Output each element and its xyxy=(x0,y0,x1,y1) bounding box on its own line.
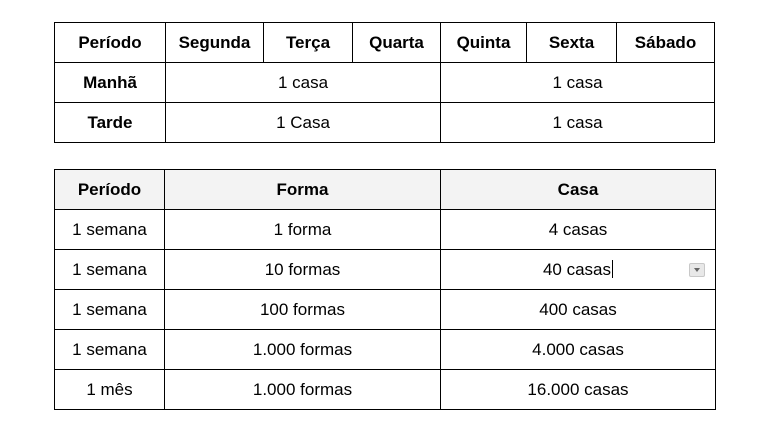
schedule-cell[interactable]: 1 Casa xyxy=(166,103,441,143)
chevron-down-icon[interactable] xyxy=(689,263,705,277)
production-table xyxy=(54,169,716,410)
production-row xyxy=(55,330,716,370)
schedule-header-cell[interactable]: Segunda xyxy=(166,23,264,63)
schedule-cell[interactable]: 1 casa xyxy=(441,103,715,143)
production-forma-cell[interactable]: 1.000 formas xyxy=(165,330,441,370)
production-casa-cell[interactable]: 16.000 casas xyxy=(441,370,716,410)
schedule-header-row xyxy=(55,23,715,63)
active-cell-wrapper xyxy=(441,260,715,280)
schedule-row xyxy=(55,63,715,103)
production-header-cell[interactable]: Casa xyxy=(441,170,716,210)
production-forma-cell[interactable]: 1 forma xyxy=(165,210,441,250)
production-period-cell[interactable]: 1 mês xyxy=(55,370,165,410)
production-forma-cell[interactable]: 100 formas xyxy=(165,290,441,330)
schedule-header-cell[interactable]: Quarta xyxy=(353,23,441,63)
text-cursor xyxy=(612,260,613,278)
schedule-cell[interactable]: 1 casa xyxy=(166,63,441,103)
production-casa-cell[interactable]: 4.000 casas xyxy=(441,330,716,370)
production-row xyxy=(55,210,716,250)
production-casa-cell-active[interactable] xyxy=(441,250,716,290)
schedule-header-cell[interactable]: Sábado xyxy=(617,23,715,63)
production-casa-cell-text: 40 casas xyxy=(542,259,612,279)
production-header-row xyxy=(55,170,716,210)
schedule-period-cell[interactable]: Tarde xyxy=(55,103,166,143)
schedule-table xyxy=(54,22,715,143)
schedule-period-cell[interactable]: Manhã xyxy=(55,63,166,103)
production-period-cell[interactable]: 1 semana xyxy=(55,330,165,370)
production-row xyxy=(55,290,716,330)
production-casa-cell[interactable]: 4 casas xyxy=(441,210,716,250)
schedule-header-cell[interactable]: Sexta xyxy=(527,23,617,63)
schedule-header-cell[interactable]: Período xyxy=(55,23,166,63)
schedule-header-cell[interactable]: Terça xyxy=(264,23,353,63)
production-row xyxy=(55,250,716,290)
production-forma-cell[interactable]: 10 formas xyxy=(165,250,441,290)
production-row xyxy=(55,370,716,410)
production-period-cell[interactable]: 1 semana xyxy=(55,290,165,330)
production-period-cell[interactable]: 1 semana xyxy=(55,210,165,250)
production-header-cell[interactable]: Período xyxy=(55,170,165,210)
production-casa-cell[interactable]: 400 casas xyxy=(441,290,716,330)
production-header-cell[interactable]: Forma xyxy=(165,170,441,210)
schedule-row xyxy=(55,103,715,143)
schedule-cell[interactable]: 1 casa xyxy=(441,63,715,103)
production-period-cell[interactable]: 1 semana xyxy=(55,250,165,290)
schedule-header-cell[interactable]: Quinta xyxy=(441,23,527,63)
production-forma-cell[interactable]: 1.000 formas xyxy=(165,370,441,410)
